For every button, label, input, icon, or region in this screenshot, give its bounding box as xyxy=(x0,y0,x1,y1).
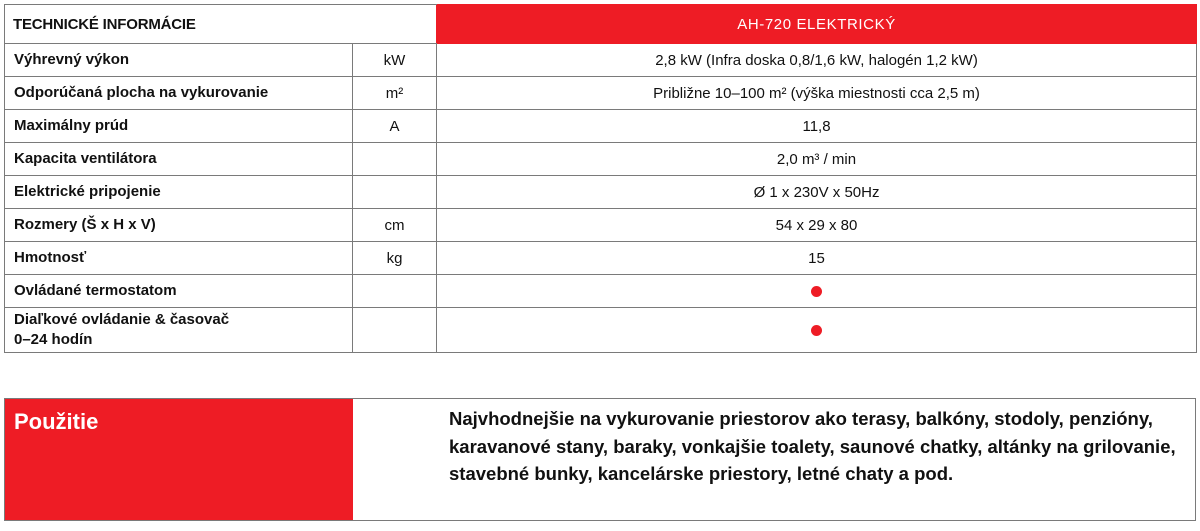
spec-label: Elektrické pripojenie xyxy=(5,176,353,209)
usage-label: Použitie xyxy=(5,399,353,520)
table-title: TECHNICKÉ INFORMÁCIE xyxy=(5,5,437,44)
spec-header-row xyxy=(5,5,1197,44)
spec-row-weight xyxy=(5,242,1197,275)
spec-unit: cm xyxy=(353,209,437,242)
spec-unit xyxy=(353,143,437,176)
feature-dot-icon xyxy=(811,325,822,336)
spec-label: Rozmery (Š x H x V) xyxy=(5,209,353,242)
spec-value: Približne 10–100 m² (výška miestnosti cca 2,5 m) xyxy=(437,77,1197,110)
spec-table xyxy=(4,4,1197,353)
usage-text: Najvhodnejšie na vykurovanie priestorov ako terasy, balkóny, stodoly, penzióny, karavanové stany, baraky, vonkajšie toalety, saunové chatky, altánky na grilovanie, stavebné bunky, kancelárske priestory, letné chaty a pod. xyxy=(449,408,1176,484)
spec-unit: kg xyxy=(353,242,437,275)
spec-label: Odporúčaná plocha na vykurovanie xyxy=(5,77,353,110)
spec-value: 2,8 kW (Infra doska 0,8/1,6 kW, halogén 1,2 kW) xyxy=(437,44,1197,77)
spec-value: 2,0 m³ / min xyxy=(437,143,1197,176)
spec-value: 11,8 xyxy=(437,110,1197,143)
spec-row-heat-output xyxy=(5,44,1197,77)
spec-row-heating-area xyxy=(5,77,1197,110)
model-name: AH-720 ELEKTRICKÝ xyxy=(437,5,1197,44)
feature-dot-icon xyxy=(811,286,822,297)
spec-unit xyxy=(353,176,437,209)
spec-label xyxy=(5,308,353,353)
spec-value: 54 x 29 x 80 xyxy=(437,209,1197,242)
spec-unit xyxy=(353,308,437,353)
spec-label: Maximálny prúd xyxy=(5,110,353,143)
spec-label: Výhrevný výkon xyxy=(5,44,353,77)
spec-label: Ovládané termostatom xyxy=(5,275,353,308)
spec-unit: kW xyxy=(353,44,437,77)
spec-label-line1: Diaľkové ovládanie & časovač xyxy=(14,311,230,328)
spec-row-fan-capacity xyxy=(5,143,1197,176)
spec-unit xyxy=(353,275,437,308)
spec-label: Kapacita ventilátora xyxy=(5,143,353,176)
spec-label: Hmotnosť xyxy=(5,242,353,275)
usage-section xyxy=(4,398,1196,521)
spec-value xyxy=(437,308,1197,353)
spec-value: 15 xyxy=(437,242,1197,275)
spec-value xyxy=(437,275,1197,308)
spec-row-remote-timer xyxy=(5,308,1197,353)
spec-value: Ø 1 x 230V x 50Hz xyxy=(437,176,1197,209)
spec-label-line2: 0–24 hodín xyxy=(14,331,93,348)
spec-unit: A xyxy=(353,110,437,143)
spec-row-thermostat xyxy=(5,275,1197,308)
spec-row-electrical-connection xyxy=(5,176,1197,209)
spec-row-dimensions xyxy=(5,209,1197,242)
spec-unit: m² xyxy=(353,77,437,110)
spec-row-max-current xyxy=(5,110,1197,143)
